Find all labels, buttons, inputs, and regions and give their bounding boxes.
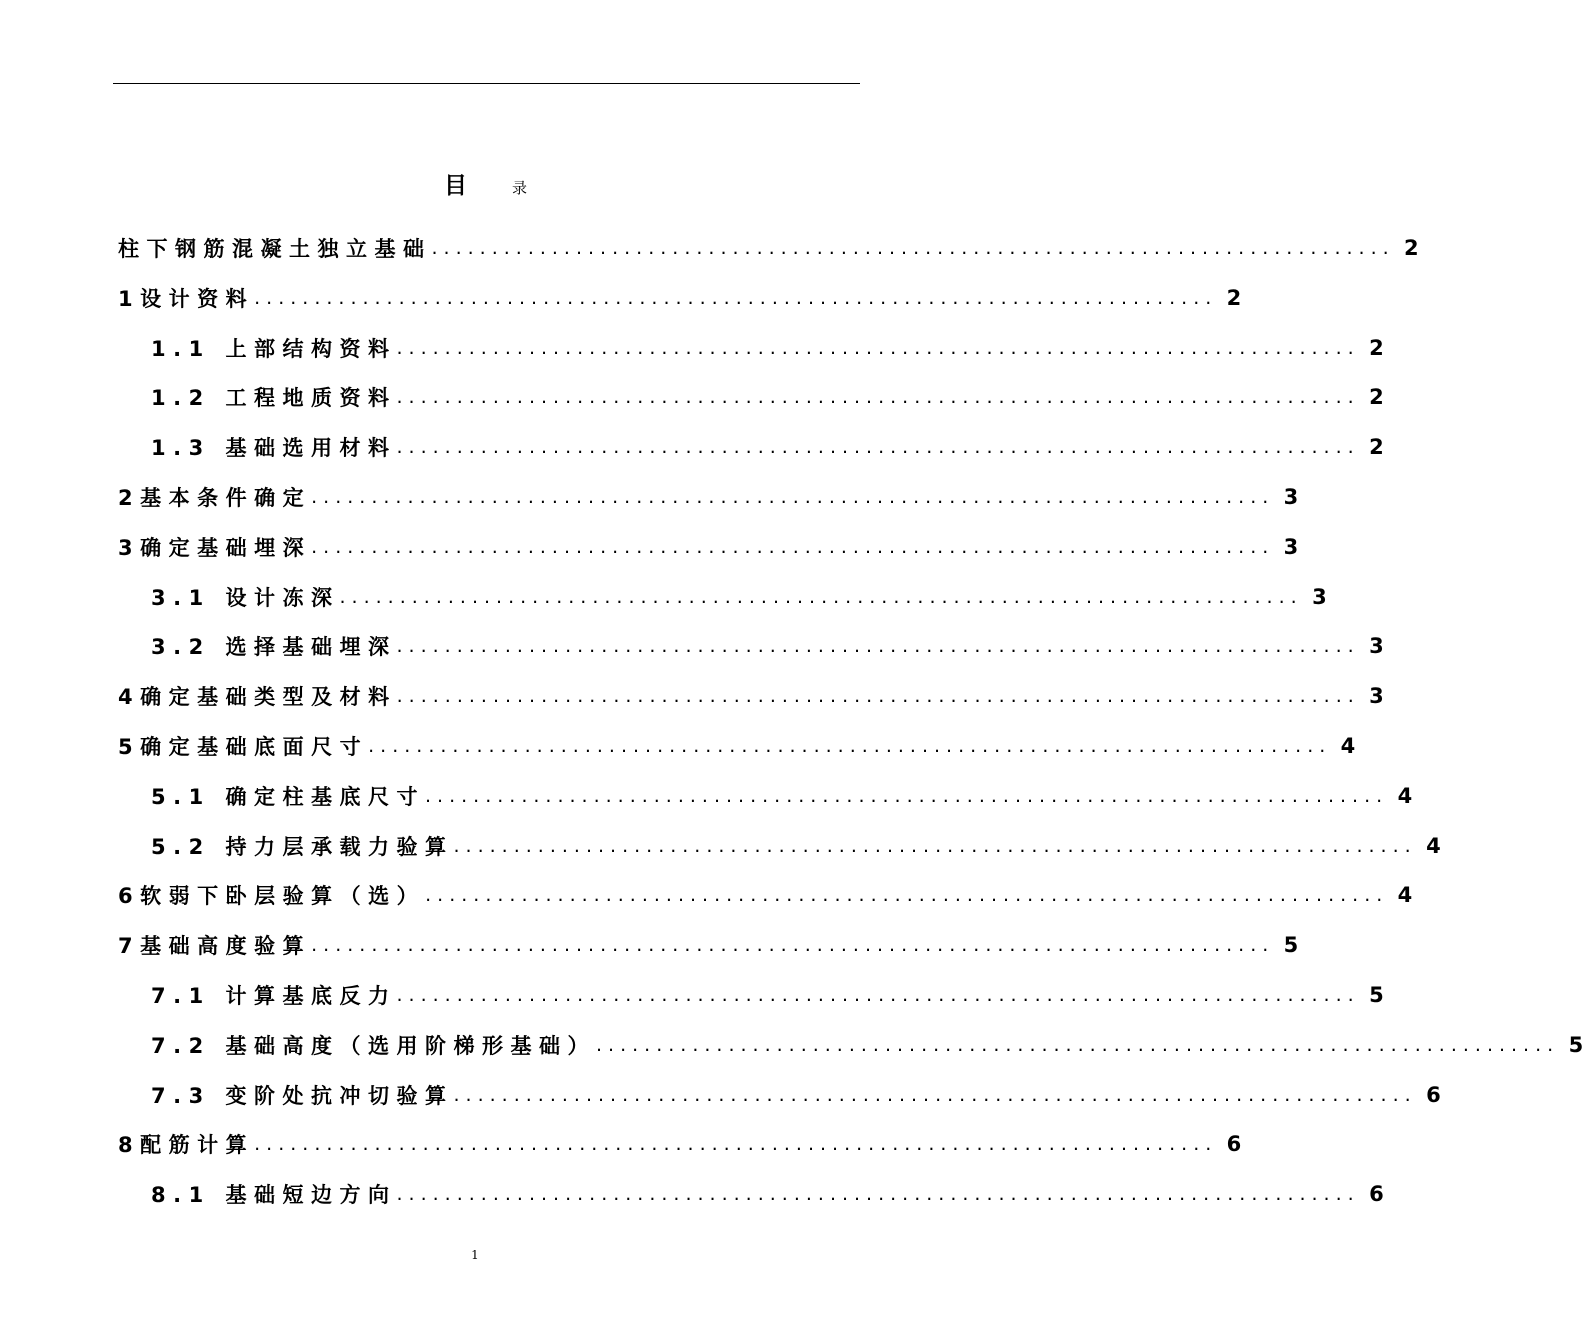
toc-entry[interactable]: [118, 928, 1299, 962]
toc-entry[interactable]: [118, 231, 1419, 265]
toc-leader-dots: ................................................................................: [311, 536, 1275, 558]
toc-entry[interactable]: [118, 530, 1299, 564]
toc-leader-dots: ................................................................................: [339, 586, 1303, 608]
toc-entry-title: 5.1 确定柱基底尺寸: [151, 785, 426, 809]
toc-leader-dots: ................................................................................: [396, 685, 1360, 707]
toc-entry-page-number: 6: [1369, 1182, 1384, 1206]
toc-entry-title: 3.2 选择基础埋深: [151, 635, 397, 659]
toc-entry-title: 7.3 变阶处抗冲切验算: [151, 1084, 454, 1108]
toc-entry-title: 5确定基础底面尺寸: [118, 735, 369, 759]
toc-leader-dots: ................................................................................: [396, 1183, 1360, 1205]
toc-leader-dots: ................................................................................: [396, 984, 1360, 1006]
toc-entry-title: 7基础高度验算: [118, 934, 312, 958]
toc-leader-dots: ................................................................................: [453, 835, 1417, 857]
toc-entry[interactable]: [151, 1028, 1583, 1062]
toc-leader-dots: ................................................................................: [396, 337, 1360, 359]
toc-entry-title: 8.1 基础短边方向: [151, 1183, 397, 1207]
toc-title: [0, 172, 950, 204]
toc-entry[interactable]: [151, 331, 1384, 365]
toc-title-char-2: 录: [512, 179, 528, 197]
toc-entry-page-number: 3: [1369, 684, 1384, 708]
toc-entry-page-number: 5: [1568, 1033, 1583, 1057]
toc-entry-page-number: 3: [1283, 535, 1299, 559]
toc-leader-dots: ................................................................................: [396, 635, 1360, 657]
toc-entry[interactable]: [151, 629, 1384, 663]
toc-entry-page-number: 2: [1226, 286, 1242, 310]
toc-entry[interactable]: [151, 978, 1384, 1012]
toc-entry-page-number: 6: [1426, 1083, 1441, 1107]
toc-entry-title: 6软弱下卧层验算（选）: [118, 884, 426, 908]
toc-entry-page-number: 4: [1397, 883, 1413, 907]
toc-entry-page-number: 4: [1426, 834, 1441, 858]
toc-entry-title: 7.2 基础高度（选用阶梯形基础）: [151, 1034, 597, 1058]
toc-leader-dots: ................................................................................: [425, 884, 1389, 906]
toc-entry-title: 1.3 基础选用材料: [151, 436, 397, 460]
toc-leader-dots: ................................................................................: [368, 735, 1332, 757]
toc-entry[interactable]: [151, 1078, 1441, 1112]
toc-entry-page-number: 2: [1369, 385, 1384, 409]
toc-entry-page-number: 4: [1340, 734, 1356, 758]
toc-entry-title: 柱下钢筋混凝土独立基础: [118, 237, 432, 261]
toc-entry[interactable]: [151, 829, 1441, 863]
toc-entry-title: 3确定基础埋深: [118, 536, 312, 560]
toc-entry[interactable]: [151, 580, 1327, 614]
toc-title-char-1: 目: [444, 173, 467, 199]
toc-entry[interactable]: [118, 480, 1299, 514]
toc-leader-dots: ................................................................................: [453, 1084, 1417, 1106]
toc-entry-page-number: 5: [1369, 983, 1384, 1007]
toc-leader-dots: ................................................................................: [396, 386, 1360, 408]
toc-leader-dots: ................................................................................: [396, 436, 1360, 458]
toc-entry-title: 4确定基础类型及材料: [118, 685, 397, 709]
toc-entry[interactable]: [118, 679, 1384, 713]
toc-leader-dots: ................................................................................: [311, 934, 1275, 956]
page-number: 1: [471, 1248, 479, 1262]
toc-entry[interactable]: [118, 1127, 1242, 1161]
toc-leader-dots: ................................................................................: [596, 1034, 1560, 1056]
toc-entry-page-number: 3: [1312, 585, 1327, 609]
toc-entry-page-number: 2: [1369, 336, 1384, 360]
toc-leader-dots: ................................................................................: [311, 486, 1275, 508]
toc-leader-dots: ................................................................................: [431, 237, 1395, 259]
toc-entry-page-number: 2: [1369, 435, 1384, 459]
toc-entry-page-number: 3: [1369, 634, 1384, 658]
toc-entry-title: 8配筋计算: [118, 1133, 255, 1157]
toc-entry[interactable]: [118, 281, 1242, 315]
toc-entry-page-number: 4: [1397, 784, 1413, 808]
toc-entry-title: 1设计资料: [118, 287, 255, 311]
toc-entry[interactable]: [151, 430, 1384, 464]
toc-entry[interactable]: [151, 1177, 1384, 1211]
toc-entry-page-number: 3: [1283, 485, 1299, 509]
toc-entry-page-number: 2: [1404, 236, 1419, 260]
toc-entry[interactable]: [118, 729, 1356, 763]
header-rule: [113, 83, 860, 84]
toc-leader-dots: ................................................................................: [425, 785, 1389, 807]
toc-entry-title: 7.1 计算基底反力: [151, 984, 397, 1008]
toc-leader-dots: ................................................................................: [254, 287, 1218, 309]
toc-entry[interactable]: [118, 878, 1413, 912]
toc-entry[interactable]: [151, 380, 1384, 414]
toc-entry-title: 1.1 上部结构资料: [151, 337, 397, 361]
toc-entry-title: 5.2 持力层承载力验算: [151, 835, 454, 859]
toc-entry-title: 3.1 设计冻深: [151, 586, 340, 610]
toc-entry-page-number: 5: [1283, 933, 1299, 957]
toc-entry-title: 1.2 工程地质资料: [151, 386, 397, 410]
toc-entry-page-number: 6: [1226, 1132, 1242, 1156]
toc-entry-title: 2基本条件确定: [118, 486, 312, 510]
toc-leader-dots: ................................................................................: [254, 1133, 1218, 1155]
toc-entry[interactable]: [151, 779, 1413, 813]
